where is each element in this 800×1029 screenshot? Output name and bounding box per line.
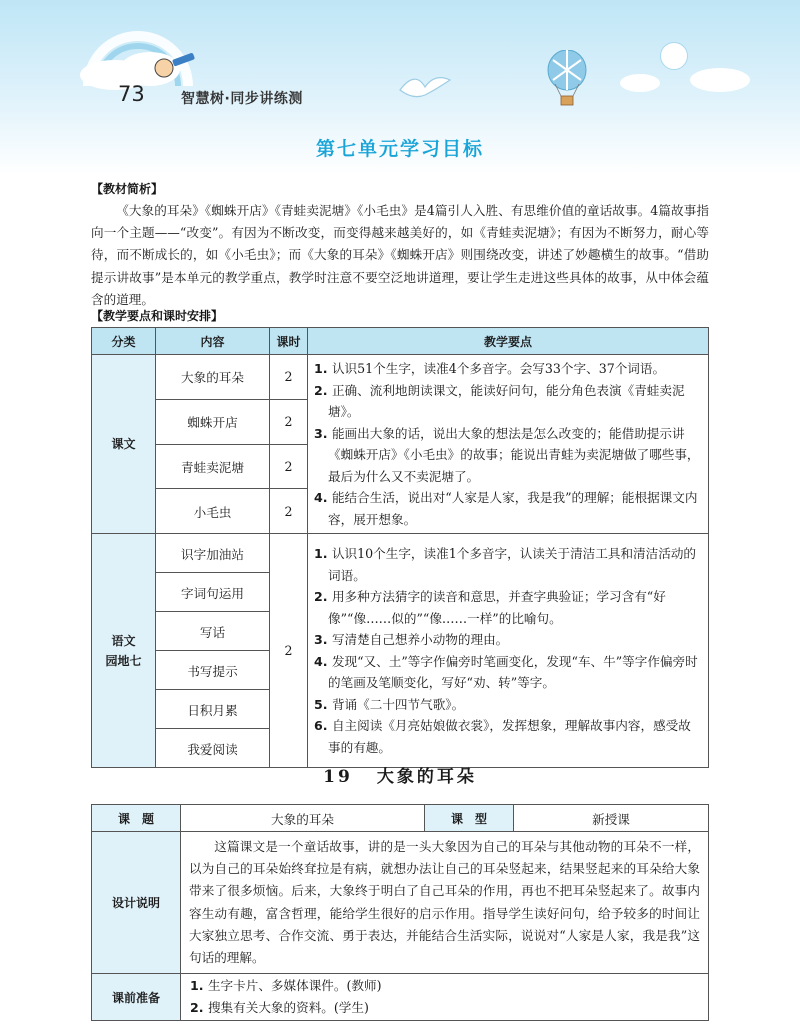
- point-item: 4. 能结合生活，说出对“人家是人家，我是我”的理解；能根据课文内容，展开想象。: [314, 490, 698, 527]
- garden-content: 字词句运用: [156, 573, 270, 612]
- cloud-decoration: [690, 68, 750, 92]
- garden-hours: 2: [270, 534, 308, 768]
- point-item: 6. 自主阅读《月亮姑娘做衣裳》，发挥想象，理解故事内容，感受故事的有趣。: [314, 718, 691, 755]
- child-with-telescope-illustration: [148, 48, 198, 92]
- garden-content: 写话: [156, 612, 270, 651]
- table-row: [92, 805, 709, 832]
- lesson-hours: 2: [270, 489, 308, 534]
- unit-title: 第七单元学习目标: [315, 138, 484, 160]
- prep-item: 1. 生字卡片、多媒体课件。(教师): [190, 978, 382, 994]
- lesson-content: 青蛙卖泥塘: [156, 444, 270, 489]
- topic-label: 课 题: [92, 805, 181, 832]
- design-text: 这篇课文是一个童话故事，讲的是一头大象因为自己的耳朵与其他动物的耳朵不一样，以为自己的耳朵始终耷拉是有病，就想办法让自己的耳朵竖起来，结果竖起来的耳朵给大象带来了很多烦恼。后来，大象终于明白了自己耳朵的作用，再也不把耳朵竖起来了。故事内容生动有趣，富含哲理，能给学生很好的启示作用。指导学生读好问句，给予较多的时间让大家独立思考、合作交流、勇于表达，并能结合生活实际，说说对“人家是人家，我是我”这句话的理解。: [181, 832, 709, 974]
- teaching-points-garden: [308, 534, 709, 768]
- point-item: 3. 能画出大象的话，说出大象的想法是怎么改变的；能借助提示讲《蜘蛛开店》《小毛虫》的故事；能说出青蛙为卖泥塘做了哪些事，最后为什么又不卖泥塘了。: [314, 425, 700, 484]
- cloud-decoration: [620, 74, 660, 92]
- bird-decoration: [395, 65, 455, 109]
- point-item: 2. 正确、流利地朗读课文，能读好问句，能分角色表演《青蛙卖泥塘》。: [314, 382, 685, 419]
- lesson-title: [0, 762, 800, 787]
- table-row: [92, 832, 709, 974]
- header-content: 内容: [156, 328, 270, 355]
- analysis-label: 【教材简析】: [91, 182, 164, 196]
- point-item: 1. 认识51个生字，读准4个多音字。会写33个字、37个词语。: [314, 361, 666, 376]
- lesson-hours: 2: [270, 355, 308, 400]
- header-hours: 课时: [270, 328, 308, 355]
- header-category: 分类: [92, 328, 156, 355]
- lesson-info-table: [91, 804, 709, 1021]
- type-label: 课 型: [425, 805, 514, 832]
- lesson-content: 小毛虫: [156, 489, 270, 534]
- lesson-hours: 2: [270, 399, 308, 444]
- series-title: 智慧树·同步讲练测: [181, 91, 303, 107]
- garden-content: 日积月累: [156, 690, 270, 729]
- point-item: 5. 背诵《二十四节气歌》。: [314, 696, 465, 712]
- point-item: 3. 写清楚自己想养小动物的理由。: [314, 632, 509, 647]
- design-label: 设计说明: [92, 832, 181, 974]
- hot-air-balloon-icon: [545, 50, 589, 112]
- prep-item: 2. 搜集有关大象的资料。(学生): [190, 1000, 369, 1016]
- lesson-name: 大象的耳朵: [376, 767, 477, 787]
- table-row: [92, 355, 709, 400]
- type-value: 新授课: [514, 805, 709, 832]
- lesson-number: 19: [323, 767, 353, 787]
- prep-list: [181, 974, 709, 1021]
- lesson-hours: 2: [270, 444, 308, 489]
- point-item: 1. 认识10个生字，读准1个多音字，认读关于清洁工具和清洁活动的词语。: [314, 546, 697, 583]
- table-header-row: [92, 328, 709, 355]
- teaching-points-texts: [308, 355, 709, 534]
- page-number: 73: [118, 82, 145, 106]
- lesson-content: 大象的耳朵: [156, 355, 270, 400]
- point-item: 2. 用多种方法猜字的读音和意思，并查字典验证；学习含有“好像”“像……似的”“像……一样”的比喻句。: [314, 589, 666, 626]
- category-texts: 课文: [92, 355, 156, 534]
- lesson-content: 蜘蛛开店: [156, 399, 270, 444]
- table-row: [92, 974, 709, 1021]
- garden-content: 我爱阅读: [156, 729, 270, 768]
- garden-content: 识字加油站: [156, 534, 270, 573]
- category-garden: 语文 园地七: [92, 534, 156, 768]
- point-item: 4. 发现“又、土”等字作偏旁时笔画变化，发现“车、牛”等字作偏旁时的笔画及笔顺变化，写好“劝、转”等字。: [314, 653, 698, 690]
- schedule-label: 【教学要点和课时安排】: [91, 309, 224, 323]
- schedule-table: [91, 327, 709, 768]
- sun-icon: [660, 42, 688, 70]
- header-points: 教学要点: [308, 328, 709, 355]
- prep-label: 课前准备: [92, 974, 181, 1021]
- analysis-text: 《大象的耳朵》《蜘蛛开店》《青蛙卖泥塘》《小毛虫》是4篇引人入胜、有思维价值的童话故事。4篇故事指向一个主题——“改变”。有因为不断改变，而变得越来越美好的，如《青蛙卖泥塘》；有因为不断努力，耐心等待，而不断成长的，如《小毛虫》；而《大象的耳朵》《蜘蛛开店》则围绕改变，讲述了妙趣横生的故事。“借助提示讲故事”是本单元的教学重点，教学时注意不要空泛地讲道理，要让学生走进这些具体的故事，从中体会蕴含的道理。: [91, 203, 709, 307]
- table-row: [92, 534, 709, 573]
- topic-value: 大象的耳朵: [181, 805, 425, 832]
- garden-content: 书写提示: [156, 651, 270, 690]
